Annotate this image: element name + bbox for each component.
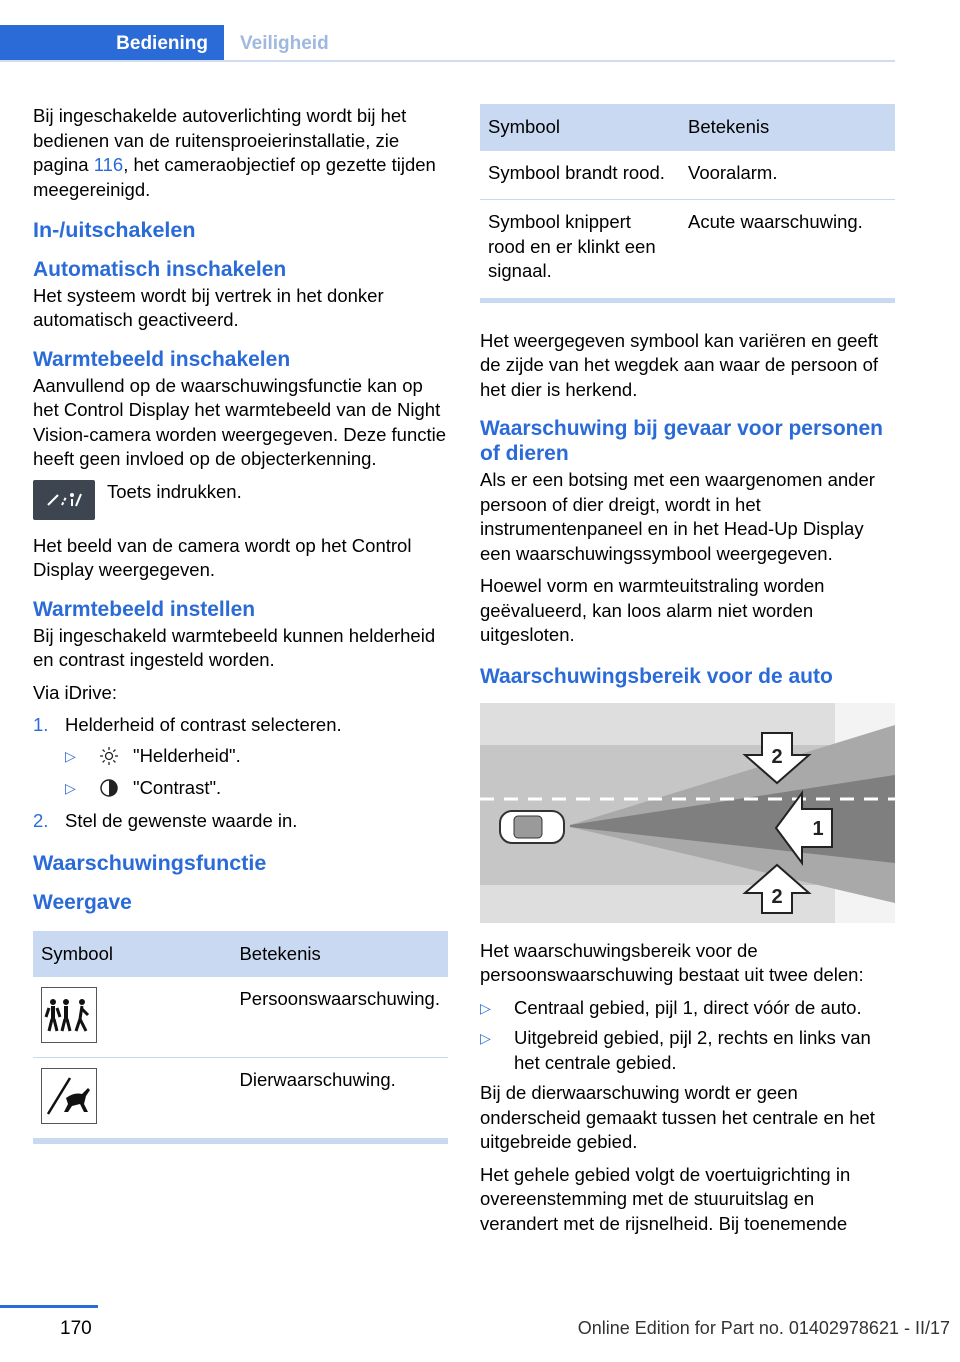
triangle-bullet-icon: ▷ bbox=[480, 1030, 491, 1046]
gevaar-text: Als er een botsing met een waargenomen ander persoon of dier dreigt, wordt in het instrumentenpaneel en in het Head-Up Display een waarschuwingssymbool weergegeven. bbox=[480, 469, 875, 564]
svg-text:2: 2 bbox=[771, 745, 783, 768]
symbol-table-right bbox=[480, 104, 895, 298]
table-cell-dier: Dierwaarschuwing. bbox=[231, 1058, 448, 1139]
step-2-number: 2. bbox=[33, 809, 49, 831]
camera-text: Het beeld van de camera wordt op het Control Display weergegeven. bbox=[33, 534, 412, 580]
heading-weergave: Weergave bbox=[33, 890, 132, 914]
auto-text: Het systeem wordt bij vertrek in het donker automatisch geactiveerd. bbox=[33, 284, 384, 330]
sub-helderheid-text: "Helderheid". bbox=[133, 744, 241, 766]
table-header-betekenis: Betekenis bbox=[680, 104, 895, 151]
heading-in-uitschakelen: In-/uitschakelen bbox=[33, 218, 196, 242]
contrast-icon bbox=[99, 778, 133, 798]
tab-veiligheid[interactable]: Veiligheid bbox=[240, 32, 329, 54]
via-idrive: Via iDrive: bbox=[33, 681, 117, 703]
triangle-bullet-icon: ▷ bbox=[480, 999, 491, 1016]
page-number: 170 bbox=[60, 1318, 92, 1339]
symbol-table-left bbox=[33, 931, 448, 1140]
intro-text-after: , het cameraobjectief op gezette tijden meegereinigd. bbox=[33, 154, 436, 200]
right-column bbox=[480, 104, 895, 1244]
bereik-text: Het waarschuwingsbereik voor de persoonswaarschuwing bestaat uit twee delen: bbox=[480, 939, 864, 985]
header-tabs bbox=[0, 0, 895, 62]
button-text: Toets indrukken. bbox=[107, 480, 242, 502]
table-cell: Vooralarm. bbox=[680, 151, 895, 200]
brightness-icon bbox=[99, 746, 133, 766]
warning-range-diagram bbox=[480, 703, 895, 923]
warmtebeeld-inst-text: Bij ingeschakeld warmtebeeld kunnen helderheid en contrast ingesteld worden. bbox=[33, 624, 436, 670]
sub-contrast bbox=[65, 776, 448, 801]
left-column bbox=[33, 104, 448, 1144]
table-cell: Symbool knippert rood en er klinkt een signaal. bbox=[488, 211, 656, 281]
table-row bbox=[33, 1058, 448, 1139]
animal-warning-icon bbox=[41, 1068, 97, 1124]
table-cell: Symbool brandt rood. bbox=[480, 151, 680, 200]
heading-waarschuwingsbereik: Waarschuwingsbereik voor de auto bbox=[480, 664, 833, 688]
sub-helderheid bbox=[65, 744, 448, 769]
step-1-text: Helderheid of contrast selecteren. bbox=[65, 714, 342, 735]
sub-contrast-text: "Contrast". bbox=[133, 777, 222, 798]
list-item bbox=[480, 1026, 895, 1075]
step-1-number: 1. bbox=[33, 714, 49, 735]
edition-text: Online Edition for Part no. 01402978621 - II/17 bbox=[577, 1318, 950, 1338]
list-item bbox=[480, 996, 895, 1021]
tab-bediening[interactable]: Bediening bbox=[0, 25, 224, 62]
table-row bbox=[480, 200, 895, 298]
table-row bbox=[33, 977, 448, 1058]
step-2-text: Stel de gewenste waarde in. bbox=[65, 809, 298, 831]
table-cell: Acute waarschuwing. bbox=[688, 211, 863, 232]
loos-alarm-text: Hoewel vorm en warmteuitstraling worden geëvalueerd, kan loos alarm niet worden uitgesloten. bbox=[480, 575, 825, 645]
step-1 bbox=[33, 713, 448, 738]
symbol-text: Het weergegeven symbool kan variëren en geeft de zijde van het wegdek aan waar de persoon of het dier is herkend. bbox=[480, 329, 879, 400]
heading-warmtebeeld-inschakelen: Warmtebeeld inschakelen bbox=[33, 347, 291, 371]
warmtebeeld-in-text: Aanvullend op de waarschuwingsfunctie kan op het Control Display het warmtebeeld van de Night Vision-camera worden weergegeven. Deze functie heeft geen invloed op de objecterkenning. bbox=[33, 374, 447, 469]
heading-automatisch: Automatisch inschakelen bbox=[33, 257, 287, 281]
table-header-betekenis: Betekenis bbox=[231, 931, 448, 978]
night-vision-button-icon bbox=[33, 480, 95, 520]
table-cell-persoon: Persoonswaarschuwing. bbox=[231, 977, 448, 1058]
table-end-bar bbox=[480, 298, 895, 303]
intro-paragraph bbox=[33, 104, 448, 202]
footer-accent-line bbox=[0, 1305, 98, 1308]
car-icon bbox=[500, 811, 564, 843]
bullet-1-text: Centraal gebied, pijl 1, direct vóór de auto. bbox=[514, 996, 862, 1018]
page-link-116[interactable]: 116 bbox=[93, 154, 124, 175]
person-warning-icon bbox=[41, 987, 97, 1043]
triangle-bullet-icon: ▷ bbox=[65, 780, 76, 796]
intro-text-before: Bij ingeschakelde autoverlichting wordt bij het bedienen van de ruitensproeierinstallatie, zie pagina bbox=[33, 105, 407, 175]
button-instruction bbox=[33, 480, 448, 520]
heading-warmtebeeld-instellen: Warmtebeeld instellen bbox=[33, 597, 256, 621]
bullet-2-text: Uitgebreid gebied, pijl 2, rechts en links van het centrale gebied. bbox=[514, 1027, 871, 1073]
dier-text: Bij de dierwaarschuwing wordt er geen onderscheid gemaakt tussen het centrale en het uitgebreide gebied. bbox=[480, 1082, 875, 1152]
step-2 bbox=[33, 809, 448, 834]
table-row bbox=[480, 151, 895, 200]
triangle-bullet-icon: ▷ bbox=[65, 747, 76, 764]
header-divider bbox=[0, 60, 895, 62]
svg-text:2: 2 bbox=[771, 885, 783, 908]
table-end-bar bbox=[33, 1139, 448, 1144]
table-header-symbool: Symbool bbox=[33, 931, 231, 978]
table-header-symbool: Symbool bbox=[480, 104, 680, 151]
svg-text:1: 1 bbox=[812, 817, 824, 840]
heading-waarschuwing-gevaar: Waarschuwing bij gevaar voor personen of dieren bbox=[480, 417, 883, 465]
heading-waarschuwingsfunctie: Waarschuwingsfunctie bbox=[33, 851, 267, 875]
gebied-text: Het gehele gebied volgt de voertuigrichting in overeenstemming met de stuuruitslag en verandert met de rijsnelheid. Bij toenemende bbox=[480, 1163, 851, 1234]
